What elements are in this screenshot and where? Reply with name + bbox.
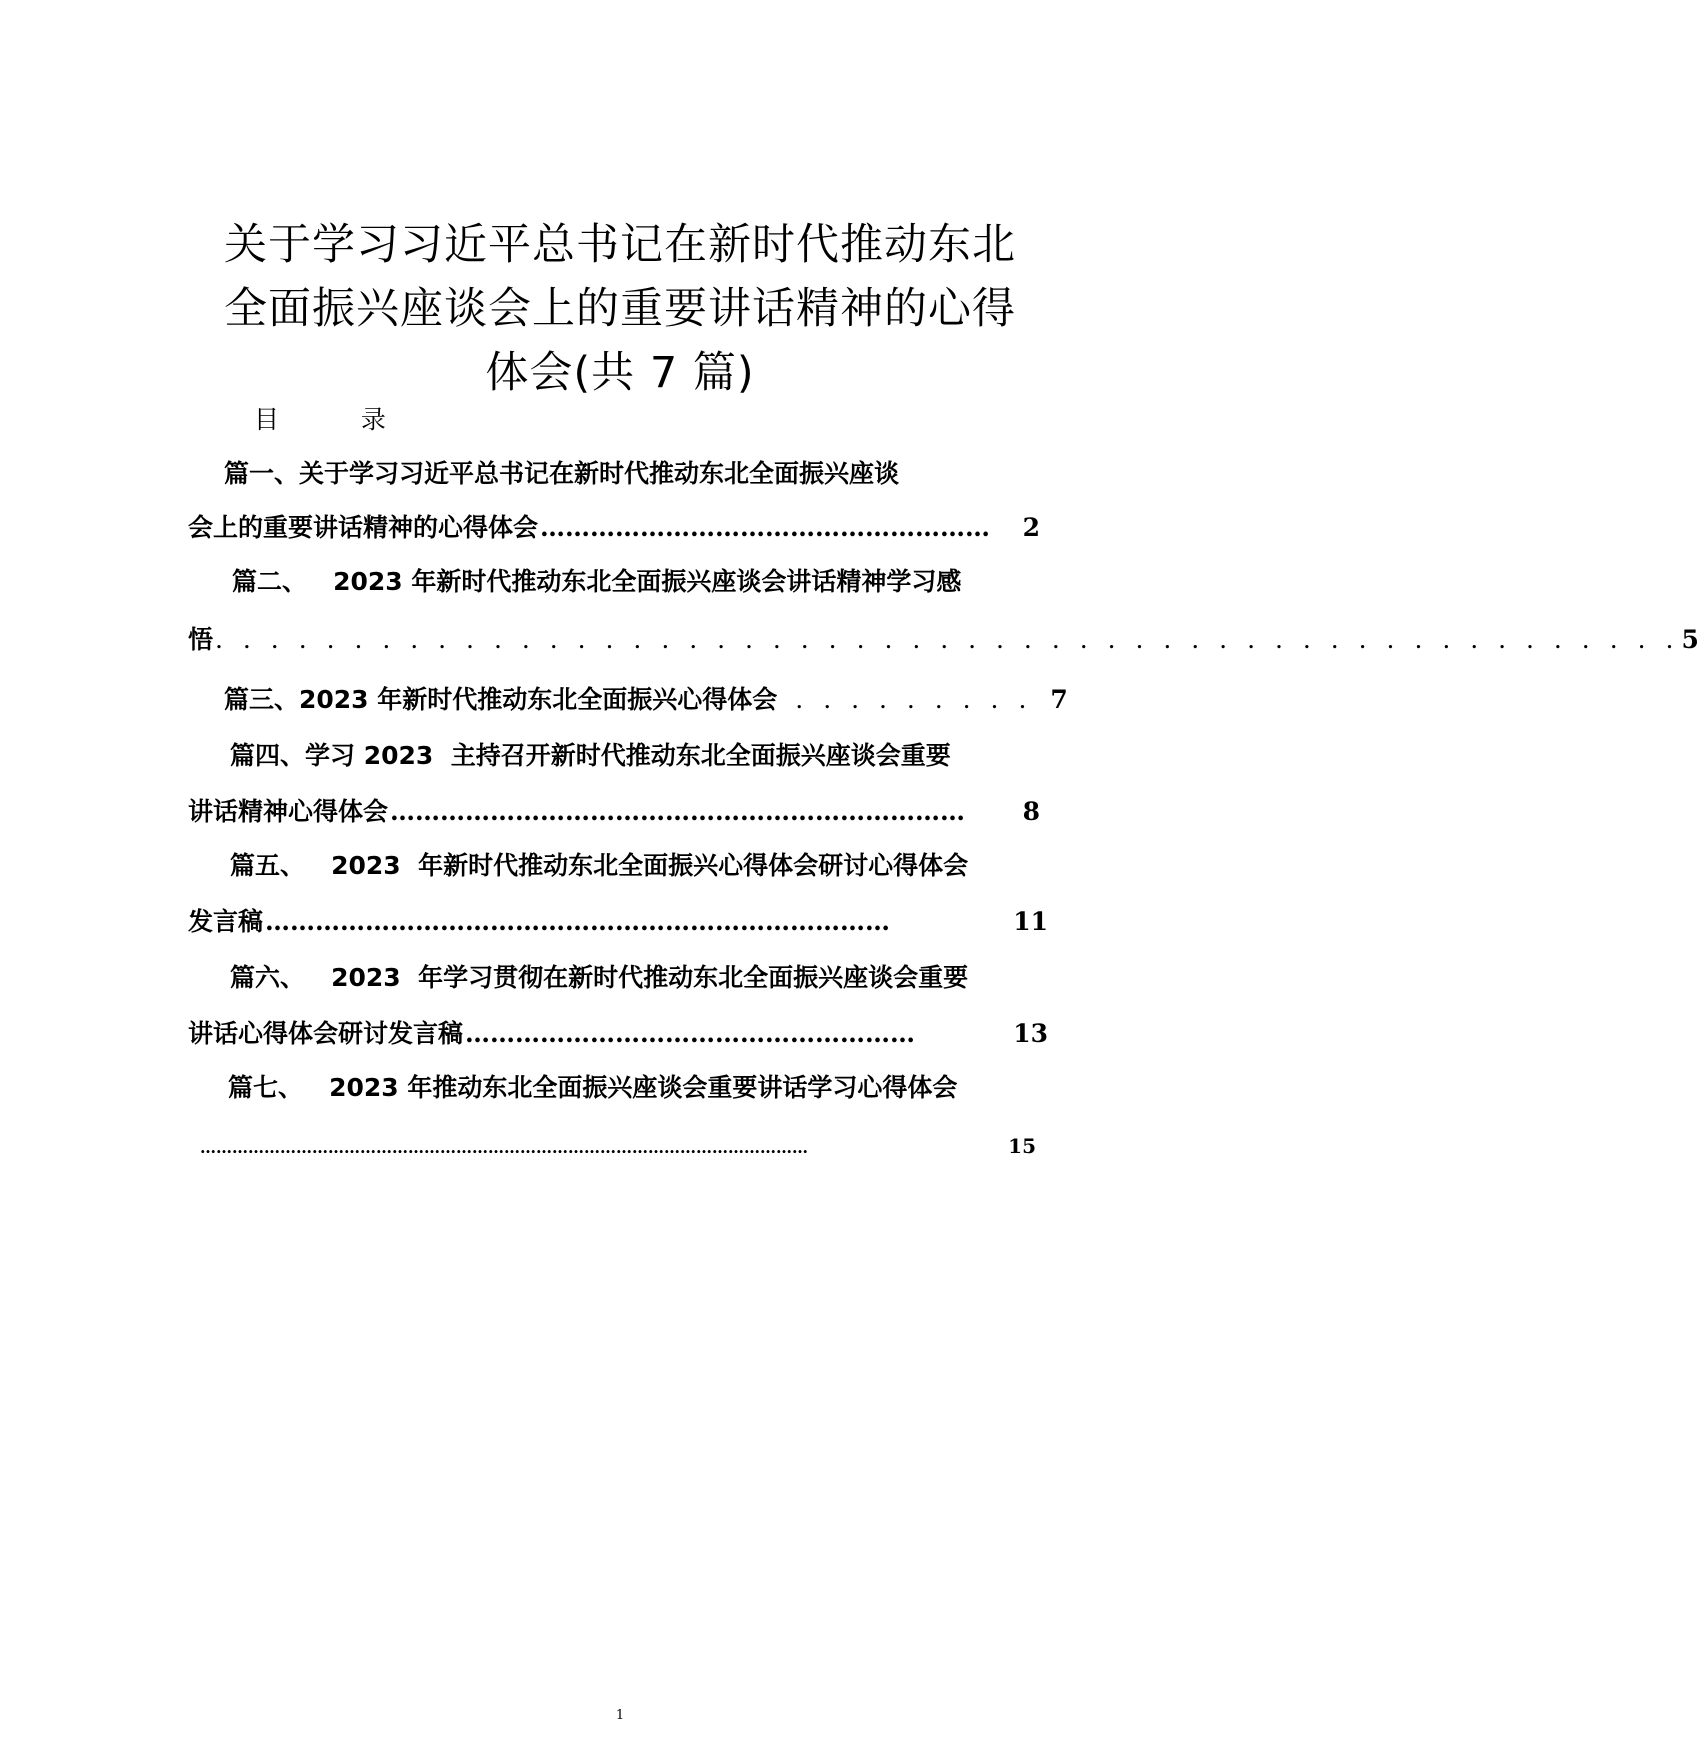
toc-entry-4-leader: …………………………………………………………… (390, 797, 966, 826)
toc-entry-3-title: 篇三、2023 年新时代推动东北全面振兴心得体会 (224, 685, 778, 714)
toc-entry-5-title: 篇五、 2023 年新时代推动东北全面振兴心得体会研讨心得体会 (230, 851, 969, 880)
toc-entry-6-page: 13 (1013, 1019, 1048, 1048)
toc-entry-6-leader: ……………………………………………… (465, 1019, 916, 1048)
toc-entry-2-page: 5 (1681, 625, 1699, 654)
toc-entry-1-title: 篇一、关于学习习近平总书记在新时代推动东北全面振兴座谈 (224, 459, 900, 488)
toc-entry-4-line-2[interactable] (188, 792, 1040, 832)
toc-entry-3-leader: . . . . . . . . . (795, 685, 1033, 714)
toc-entry-1-line-1[interactable] (188, 454, 1094, 494)
toc-entry-3-line-1[interactable] (188, 680, 1068, 720)
toc-entry-2-title: 篇二、 2023 年新时代推动东北全面振兴座谈会讲话精神学习感 (232, 567, 962, 596)
toc-entry-1-title-cont: 会上的重要讲话精神的心得体会 (188, 513, 539, 542)
toc-entry-4-page: 8 (1022, 797, 1040, 826)
toc-heading: 目 录 (254, 405, 390, 434)
document-title (190, 213, 1050, 405)
toc-entry-4-title-cont: 讲话精神心得体会 (188, 797, 389, 826)
toc-entry-7-title: 篇七、 2023 年推动东北全面振兴座谈会重要讲话学习心得体会 (228, 1073, 958, 1102)
toc-entry-3-page: 7 (1050, 685, 1068, 714)
toc-entry-7-leader: …………………………………………………………………………………………………… (200, 1138, 808, 1157)
toc-entry-7-page: 15 (1008, 1134, 1036, 1158)
toc-entry-6-title-cont: 讲话心得体会研讨发言稿 (188, 1019, 464, 1048)
toc-entry-7-line-1[interactable] (188, 1068, 1098, 1108)
toc-entry-5-title-cont: 发言稿 (188, 907, 264, 936)
toc-entry-4-line-1[interactable] (188, 736, 1100, 776)
toc-entry-2-line-1[interactable] (188, 562, 1102, 602)
toc-entry-6-title: 篇六、 2023 年学习贯彻在新时代推动东北全面振兴座谈会重要 (230, 963, 969, 992)
toc-entry-1-line-2[interactable] (188, 508, 1040, 548)
toc-entry-5-line-1[interactable] (188, 846, 1100, 886)
toc-entry-6-line-2[interactable] (188, 1014, 1048, 1054)
toc-entry-5-leader: ………………………………………………………………… (265, 907, 891, 936)
toc-entry-5-line-2[interactable] (188, 902, 1048, 942)
toc-entry-5-page: 11 (1013, 907, 1048, 936)
toc-entry-2-title-cont: 悟 (188, 625, 214, 654)
toc-entry-7-line-2[interactable] (188, 1126, 1036, 1166)
title-line-1: 关于学习习近平总书记在新时代推动东北 (224, 219, 1016, 270)
toc-entry-2-line-2[interactable] (188, 620, 1699, 660)
toc-entry-2-leader: . . . . . . . . . . . . . . . . . . . . . . . . . . . . . . . . . . . . . . . . . . . . . . . . . . . . . (215, 625, 1680, 654)
toc-entry-1-page: 2 (1022, 513, 1040, 542)
toc-entry-6-line-1[interactable] (188, 958, 1100, 998)
page-number: 1 (615, 1708, 625, 1723)
toc-entry-4-title: 篇四、学习 2023 主持召开新时代推动东北全面振兴座谈会重要 (230, 741, 951, 770)
toc-entry-1-leader: ……………………………………………… (540, 513, 991, 542)
title-line-3: 体会(共 7 篇) (485, 347, 755, 398)
title-line-2: 全面振兴座谈会上的重要讲话精神的心得 (224, 283, 1016, 334)
